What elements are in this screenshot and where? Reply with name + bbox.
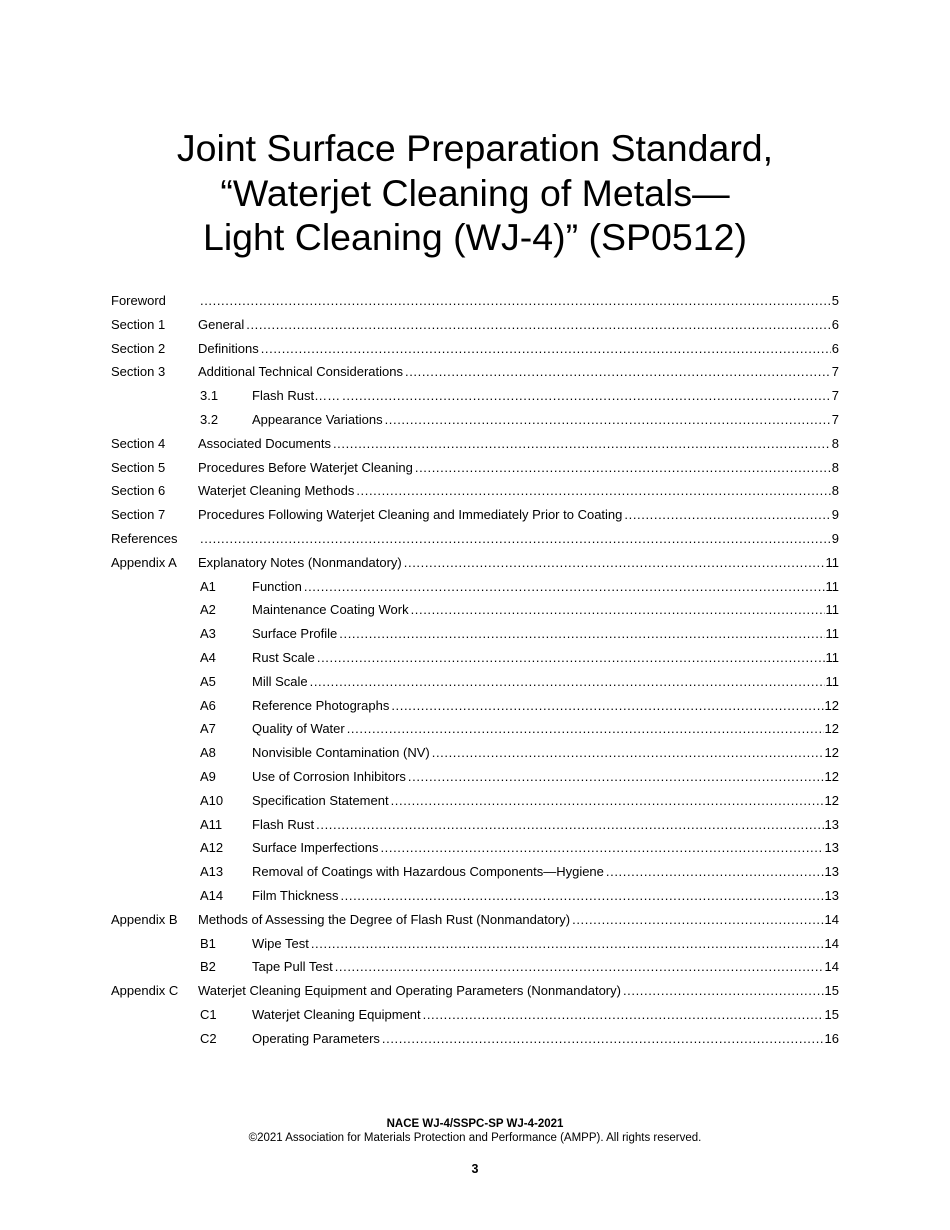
toc-row xyxy=(111,860,839,884)
toc-subsection-number: A2 xyxy=(200,602,216,618)
toc-row xyxy=(111,551,839,575)
toc-entry xyxy=(252,1027,839,1051)
dot-leader xyxy=(606,860,824,884)
toc-page-number: 14 xyxy=(824,959,839,975)
toc-entry-title: Associated Documents xyxy=(198,435,331,451)
toc-row xyxy=(111,432,839,456)
toc-entry xyxy=(252,789,839,813)
toc-page-number: 6 xyxy=(831,340,839,356)
toc-row xyxy=(111,932,839,956)
toc-row xyxy=(111,717,839,741)
toc-entry-title: Maintenance Coating Work xyxy=(252,602,409,618)
toc-page-number: 14 xyxy=(824,935,839,951)
toc-page-number: 12 xyxy=(824,721,839,737)
toc-subsection-number: A6 xyxy=(200,697,216,713)
toc-page-number: 9 xyxy=(831,530,839,546)
toc-entry xyxy=(252,813,839,837)
toc-subsection-number: 3.1 xyxy=(200,388,219,404)
toc-row xyxy=(111,1027,839,1051)
toc-entry xyxy=(252,860,839,884)
title-line-1: Joint Surface Preparation Standard, xyxy=(176,127,774,169)
dot-leader xyxy=(316,813,823,837)
dot-leader xyxy=(311,932,824,956)
dot-leader xyxy=(335,955,824,979)
toc-entry-title: Flash Rust…… xyxy=(252,388,341,404)
dot-leader xyxy=(261,337,831,361)
toc-page-number: 11 xyxy=(825,578,839,594)
toc-entry xyxy=(198,337,839,361)
toc-entry-title: Operating Parameters xyxy=(252,1030,380,1046)
toc-subsection-number: A13 xyxy=(200,864,224,880)
toc-page-number: 11 xyxy=(825,649,839,665)
toc-row xyxy=(111,836,839,860)
toc-subsection-number: A1 xyxy=(200,578,216,594)
toc-row xyxy=(111,360,839,384)
dot-leader xyxy=(304,575,825,599)
toc-page-number: 8 xyxy=(831,483,839,499)
toc-row xyxy=(111,694,839,718)
dot-leader xyxy=(339,622,824,646)
toc-page-number: 14 xyxy=(824,911,839,927)
page-number: 3 xyxy=(471,1162,479,1176)
toc-entry xyxy=(198,289,839,313)
toc-entry xyxy=(252,575,839,599)
dot-leader xyxy=(310,670,825,694)
toc-entry-title: Specification Statement xyxy=(252,792,389,808)
toc-page-number: 13 xyxy=(824,840,839,856)
toc-label: Section 6 xyxy=(111,483,166,499)
toc-row xyxy=(111,408,839,432)
toc-row xyxy=(111,813,839,837)
toc-page-number: 12 xyxy=(824,745,839,761)
toc-entry xyxy=(252,836,839,860)
dot-leader xyxy=(200,289,831,313)
toc-label: Section 5 xyxy=(111,459,166,475)
dot-leader xyxy=(415,456,831,480)
toc-label: Section 7 xyxy=(111,507,166,523)
toc-label: Section 2 xyxy=(111,340,166,356)
toc-page-number: 11 xyxy=(825,626,839,642)
toc-entry-title: Procedures Before Waterjet Cleaning xyxy=(198,459,413,475)
toc-label: Appendix A xyxy=(111,554,177,570)
toc-entry-title: Waterjet Cleaning Equipment xyxy=(252,1006,421,1022)
dot-leader xyxy=(408,765,824,789)
toc-page-number: 15 xyxy=(824,983,839,999)
toc-subsection-number: 3.2 xyxy=(200,411,219,427)
toc-entry xyxy=(198,456,839,480)
toc-label: Section 1 xyxy=(111,316,166,332)
toc-entry xyxy=(198,908,839,932)
toc-page-number: 16 xyxy=(824,1030,839,1046)
toc-page-number: 11 xyxy=(825,673,839,689)
toc-subsection-number: A8 xyxy=(200,745,216,761)
toc-row xyxy=(111,456,839,480)
toc-row xyxy=(111,598,839,622)
toc-entry xyxy=(252,384,839,408)
toc-label: Appendix C xyxy=(111,983,179,999)
toc-page-number: 11 xyxy=(825,554,839,570)
toc-entry-title: Removal of Coatings with Hazardous Components—Hygiene xyxy=(252,864,604,880)
toc-subsection-number: C1 xyxy=(200,1006,217,1022)
toc-entry-title: Film Thickness xyxy=(252,887,339,903)
toc-page-number: 8 xyxy=(831,459,839,475)
toc-entry xyxy=(252,955,839,979)
toc-row xyxy=(111,384,839,408)
toc-row xyxy=(111,884,839,908)
toc-entry-title: Wipe Test xyxy=(252,935,309,951)
page-footer xyxy=(0,1117,950,1145)
toc-page-number: 6 xyxy=(831,316,839,332)
toc-page-number: 5 xyxy=(831,293,839,308)
footer-copyright: ©2021 Association for Materials Protection and Performance (AMPP). All rights reserved. xyxy=(248,1132,702,1144)
dot-leader xyxy=(347,717,824,741)
toc-entry xyxy=(198,503,839,527)
dot-leader xyxy=(624,503,830,527)
toc-subsection-number: A11 xyxy=(200,816,223,832)
toc-page-number: 12 xyxy=(824,768,839,784)
toc-subsection-number: C2 xyxy=(200,1030,217,1046)
toc-page-number: 13 xyxy=(824,816,839,832)
toc-entry xyxy=(252,598,839,622)
dot-leader xyxy=(391,694,823,718)
toc-entry xyxy=(252,694,839,718)
dot-leader xyxy=(333,432,831,456)
toc-row xyxy=(111,313,839,337)
toc-entry-title: Tape Pull Test xyxy=(252,959,333,975)
toc-subsection-number: A9 xyxy=(200,768,216,784)
toc-entry-title: Additional Technical Considerations xyxy=(198,364,403,380)
toc-entry-title: General xyxy=(198,316,245,332)
toc-page-number: 7 xyxy=(831,388,839,404)
toc-entry-title: Explanatory Notes (Nonmandatory) xyxy=(198,554,402,570)
dot-leader xyxy=(317,646,825,670)
toc-entry-title: Procedures Following Waterjet Cleaning and Immediately Prior to Coating xyxy=(198,507,623,523)
toc-row xyxy=(111,765,839,789)
toc-entry-title: Flash Rust xyxy=(252,816,315,832)
title-line-2: “Waterjet Cleaning of Metals— xyxy=(220,171,730,214)
toc-row xyxy=(111,741,839,765)
document-title xyxy=(0,126,950,260)
toc-subsection-number: A5 xyxy=(200,673,216,689)
toc-page-number: 12 xyxy=(824,697,839,713)
toc-subsection-number: B2 xyxy=(200,959,216,975)
dot-leader xyxy=(572,908,823,932)
toc-entry-title: Methods of Assessing the Degree of Flash Rust (Nonmandatory) xyxy=(198,911,571,927)
toc-page-number: 7 xyxy=(831,411,839,427)
toc-subsection-number: A4 xyxy=(200,649,216,665)
toc-entry xyxy=(198,979,839,1003)
dot-leader xyxy=(385,408,831,432)
footer-standard-id: NACE WJ-4/SSPC-SP WJ-4-2021 xyxy=(386,1118,564,1130)
toc-subsection-number: A14 xyxy=(200,887,224,903)
toc-entry-title: Rust Scale xyxy=(252,649,315,665)
toc-entry xyxy=(252,408,839,432)
toc-entry xyxy=(252,1003,839,1027)
toc-entry xyxy=(252,741,839,765)
toc-page-number: 12 xyxy=(824,792,839,808)
toc-entry xyxy=(198,479,839,503)
toc-row xyxy=(111,337,839,361)
table-of-contents xyxy=(111,289,839,1051)
toc-label: Section 4 xyxy=(111,435,166,451)
toc-entry xyxy=(198,313,839,337)
toc-row xyxy=(111,622,839,646)
toc-entry-title: Reference Photographs xyxy=(252,697,390,713)
title-line-3: Light Cleaning (WJ-4)” (SP0512) xyxy=(203,216,747,258)
toc-entry xyxy=(198,360,839,384)
toc-entry-title: Quality of Water xyxy=(252,721,345,737)
toc-entry-title: Surface Profile xyxy=(252,626,338,642)
toc-subsection-number: A3 xyxy=(200,626,216,642)
toc-row xyxy=(111,575,839,599)
toc-row xyxy=(111,955,839,979)
toc-label: References xyxy=(111,530,178,546)
dot-leader xyxy=(200,527,831,551)
toc-row xyxy=(111,979,839,1003)
toc-entry xyxy=(198,527,839,551)
toc-label: Appendix B xyxy=(111,911,178,927)
toc-row xyxy=(111,479,839,503)
toc-entry xyxy=(252,765,839,789)
toc-entry-title: Function xyxy=(252,578,302,594)
toc-entry-title: Use of Corrosion Inhibitors xyxy=(252,768,406,784)
toc-entry xyxy=(252,884,839,908)
toc-entry xyxy=(198,551,839,575)
dot-leader xyxy=(391,789,824,813)
toc-entry-title: Waterjet Cleaning Methods xyxy=(198,483,355,499)
toc-label: Section 3 xyxy=(111,364,166,380)
toc-entry xyxy=(252,646,839,670)
dot-leader xyxy=(246,313,831,337)
toc-row xyxy=(111,527,839,551)
toc-page-number: 11 xyxy=(825,602,839,618)
toc-entry-title: Waterjet Cleaning Equipment and Operating Parameters (Nonmandatory) xyxy=(198,983,621,999)
toc-row xyxy=(111,908,839,932)
toc-page-number: 15 xyxy=(824,1006,839,1022)
toc-entry xyxy=(252,717,839,741)
toc-row xyxy=(111,289,839,313)
toc-entry xyxy=(252,932,839,956)
dot-leader xyxy=(356,479,830,503)
dot-leader xyxy=(380,836,823,860)
dot-leader xyxy=(432,741,824,765)
toc-subsection-number: A7 xyxy=(200,721,216,737)
toc-label: Foreword xyxy=(111,293,166,308)
dot-leader xyxy=(405,360,831,384)
toc-entry-title: Appearance Variations xyxy=(252,411,383,427)
toc-entry xyxy=(198,432,839,456)
toc-subsection-number: A10 xyxy=(200,792,224,808)
toc-subsection-number: B1 xyxy=(200,935,216,951)
toc-entry-title: Nonvisible Contamination (NV) xyxy=(252,745,430,761)
toc-page-number: 9 xyxy=(831,507,839,523)
toc-row xyxy=(111,789,839,813)
dot-leader xyxy=(623,979,824,1003)
toc-subsection-number: A12 xyxy=(200,840,224,856)
dot-leader xyxy=(340,884,823,908)
toc-page-number: 7 xyxy=(831,364,839,380)
dot-leader xyxy=(382,1027,824,1051)
dot-leader xyxy=(423,1003,824,1027)
toc-row xyxy=(111,670,839,694)
dot-leader xyxy=(404,551,825,575)
toc-row xyxy=(111,646,839,670)
toc-page-number: 8 xyxy=(831,435,839,451)
toc-page-number: 13 xyxy=(824,864,839,880)
toc-entry xyxy=(252,622,839,646)
dot-leader xyxy=(342,384,831,408)
dot-leader xyxy=(411,598,825,622)
toc-entry-title: Mill Scale xyxy=(252,673,308,689)
toc-page-number: 13 xyxy=(824,887,839,903)
toc-entry-title: Surface Imperfections xyxy=(252,840,379,856)
toc-row xyxy=(111,503,839,527)
toc-entry-title: Definitions xyxy=(198,340,259,356)
toc-row xyxy=(111,1003,839,1027)
toc-entry xyxy=(252,670,839,694)
